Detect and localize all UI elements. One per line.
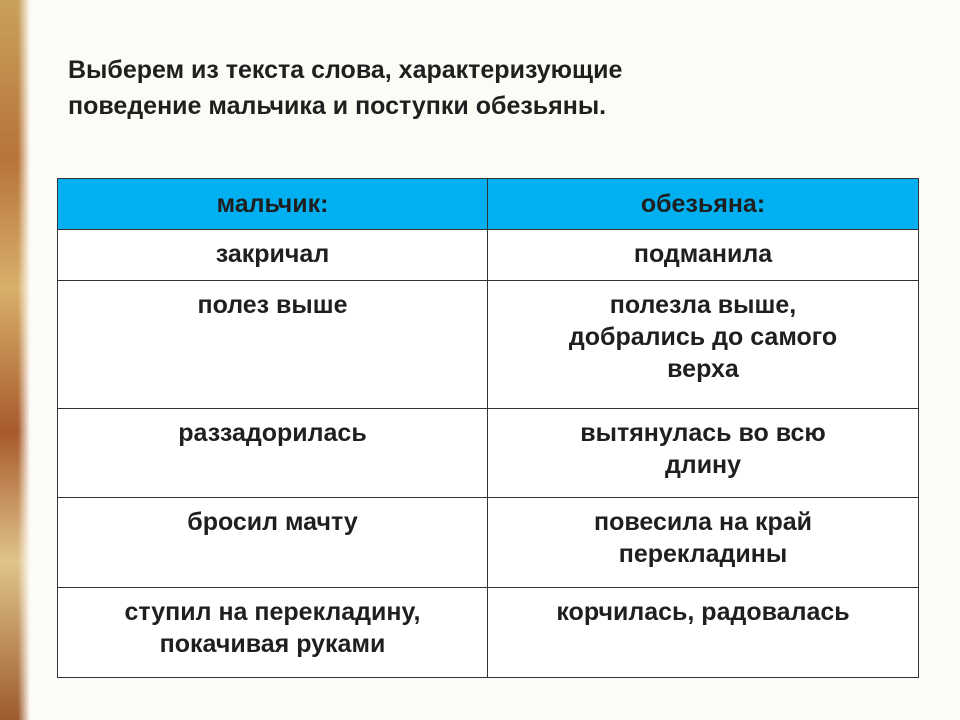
table-cell-boy — [58, 281, 488, 409]
table-row — [58, 409, 919, 498]
cell-text: повесила на край — [594, 508, 812, 536]
comparison-table — [57, 178, 919, 678]
cell-text: покачивая руками — [159, 630, 386, 658]
title-line-1: Выберем из текста слова, характеризующие — [68, 56, 623, 84]
table-row — [58, 281, 919, 409]
cell-text: полезла выше, — [609, 291, 797, 319]
cell-text: вытянулась во всю — [580, 419, 826, 447]
title-line-2: поведение мальчика и поступки обезьяны. — [68, 92, 607, 120]
table-cell-monkey — [488, 498, 919, 588]
table-row — [58, 230, 919, 281]
table-cell-monkey — [488, 230, 919, 281]
table-row — [58, 588, 919, 678]
slide-title — [68, 52, 888, 124]
cell-text: закричал — [215, 240, 330, 268]
column-header-monkey: обезьяна: — [488, 179, 919, 230]
cell-text: добрались до самого — [568, 323, 838, 351]
cell-text: бросил мачту — [187, 508, 358, 536]
table-cell-monkey — [488, 588, 919, 678]
cell-text: длину — [664, 451, 742, 479]
table-cell-boy — [58, 409, 488, 498]
table-cell-monkey — [488, 281, 919, 409]
cell-text: корчилась, радовалась — [556, 598, 850, 626]
cell-text: раззадорилась — [178, 419, 367, 447]
table-cell-boy — [58, 498, 488, 588]
cell-text: перекладины — [618, 540, 788, 568]
cell-text: подманила — [633, 240, 773, 268]
table-header-row — [58, 179, 919, 230]
table-cell-boy — [58, 588, 488, 678]
cell-text: ступил на перекладину, — [124, 598, 421, 626]
cell-text: верха — [667, 355, 739, 383]
table-row — [58, 498, 919, 588]
decorative-side-strip — [0, 0, 30, 720]
table-cell-boy — [58, 230, 488, 281]
column-header-boy: мальчик: — [58, 179, 488, 230]
cell-text: полез выше — [197, 291, 348, 319]
table-cell-monkey — [488, 409, 919, 498]
